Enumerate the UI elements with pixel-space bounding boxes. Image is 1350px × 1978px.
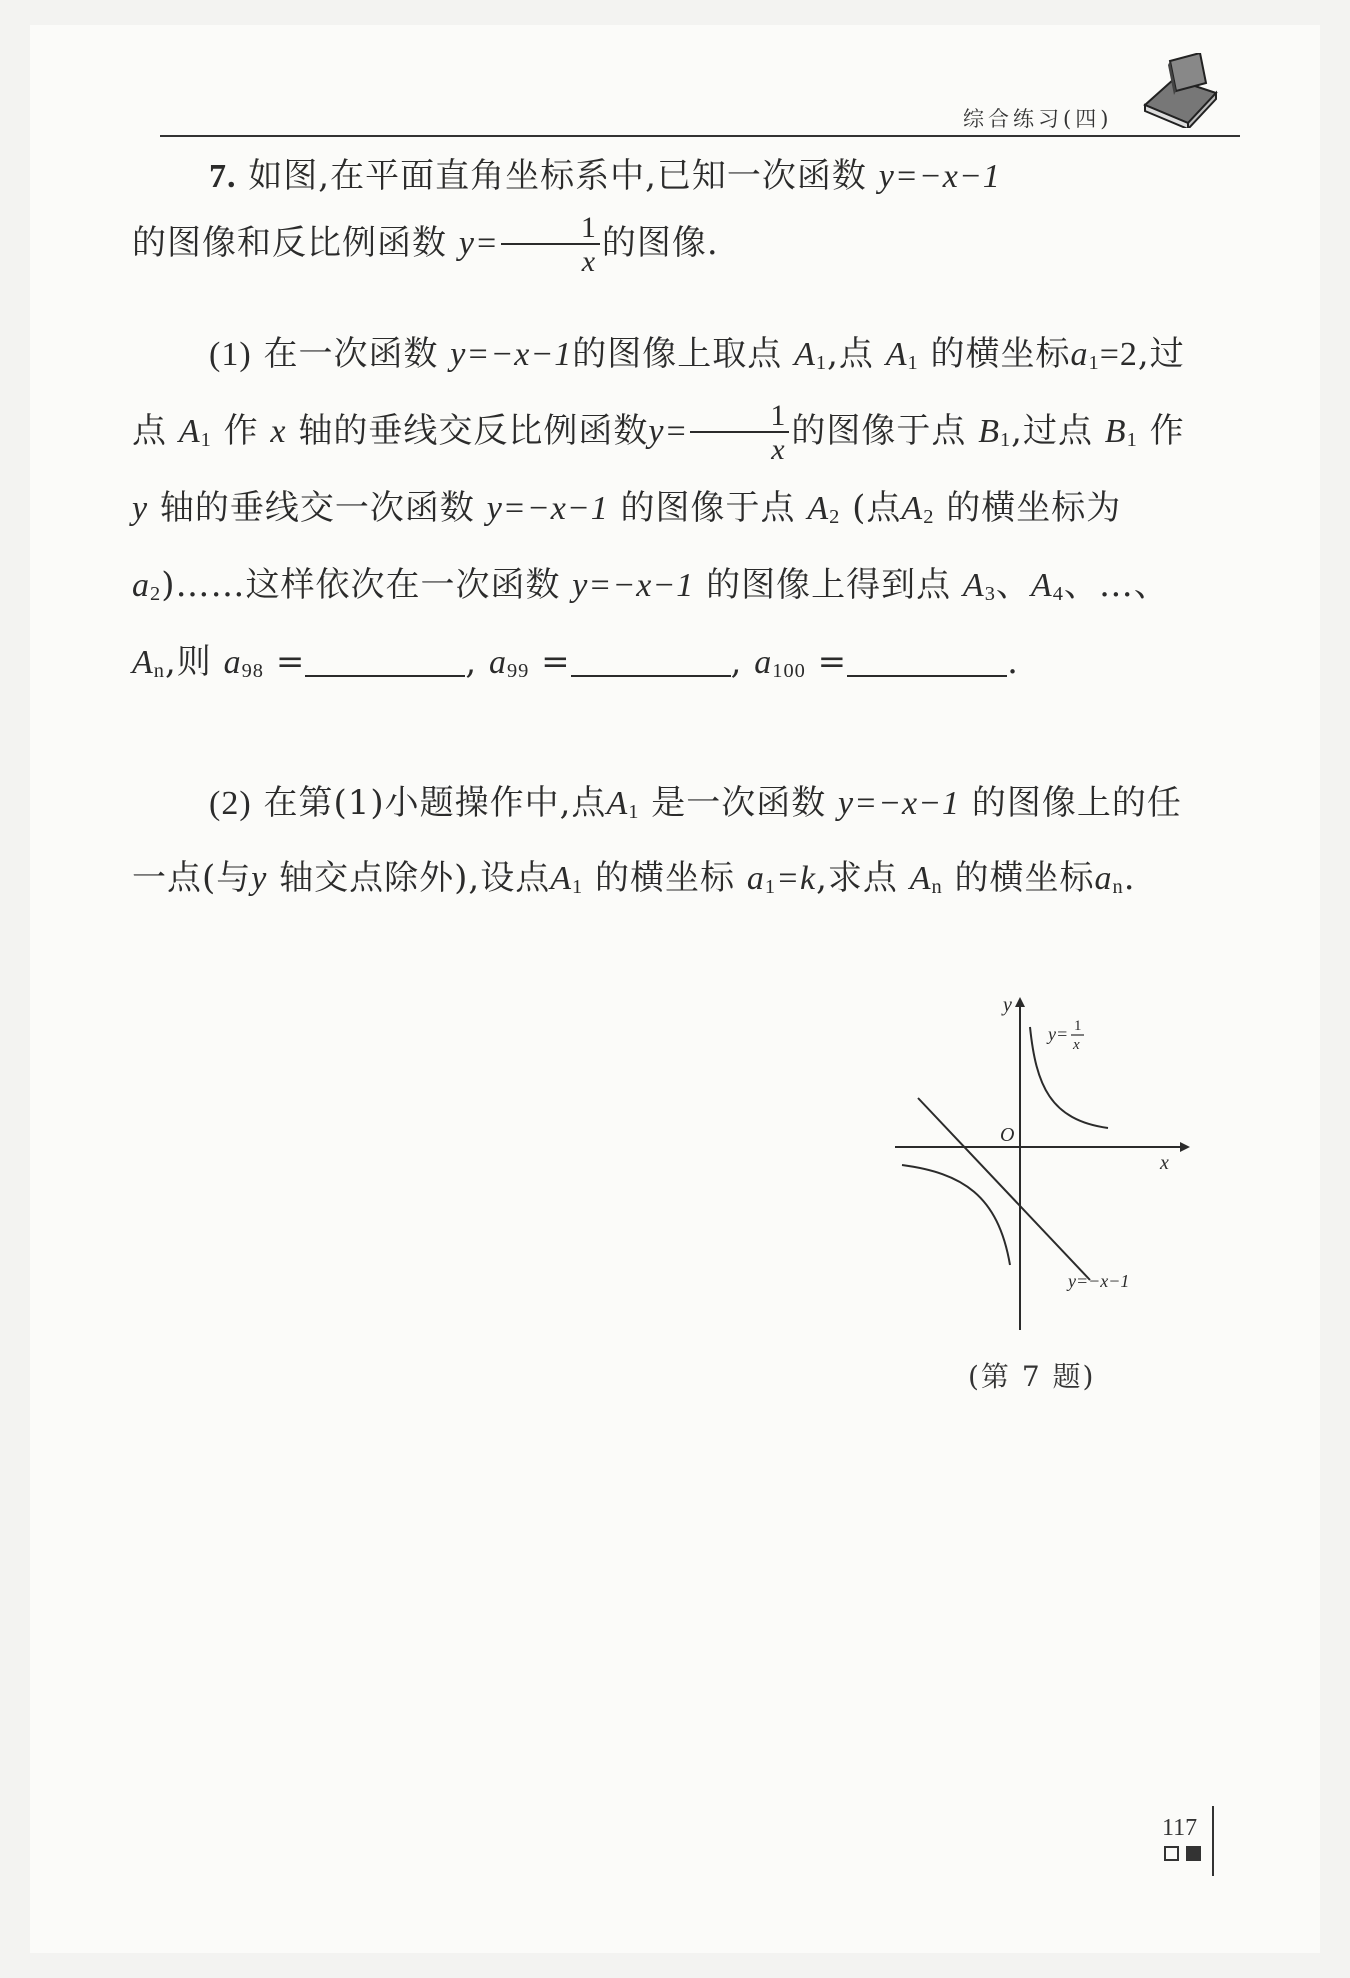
fraction-1-over-x: $\frac{1}{x}$ <box>501 213 600 277</box>
inverse-label-numerator: 1 <box>1074 1018 1082 1034</box>
page-number-rule <box>1212 1806 1214 1876</box>
inverse-function-label: y= <box>1048 1024 1069 1044</box>
part-1-text: (1) 在一次函数 y=−x−1的图像上取点 $A_1$,点 $A_1$ 的横坐标$a_1=2$,过点 $A_1$ 作 x 轴的垂线交反比例函数y= $\frac{1}{x}$ 的图像于点 $B_1$,过点 $B_1$ 作 y 轴的垂线交一次函数 y=−x−1 的图像于点 $A_2$ (点$A_2$ 的横坐标为 $a_2)\dots\dots$这样依次在一次函数 y=−x−1 的图像上得到点 $A_3$、$A_4$、…、$A_n$,则 $a_{98}$ = , $a_{99}$ = , $a_{100}$ = . <box>132 334 1185 682</box>
part-2-label: (2) <box>209 785 252 822</box>
empty-square-icon <box>1164 1846 1179 1861</box>
page-number: 117 <box>1162 1815 1198 1841</box>
running-header-title: 综合练习(四) <box>963 107 1113 131</box>
answer-blank-a98[interactable] <box>305 641 465 677</box>
answer-blank-a100[interactable] <box>847 641 1007 677</box>
function-graph <box>890 995 1190 1335</box>
figure-caption: (第 7 题) <box>968 1360 1096 1393</box>
linear-function-label: y=−x−1 <box>1068 1271 1130 1291</box>
graph-label-x: x <box>1160 1152 1169 1174</box>
graph-label-y: y <box>1003 995 1012 1016</box>
graph-label-origin: O <box>1000 1124 1015 1146</box>
inverse-branch-q3 <box>902 1165 1010 1265</box>
textbook-page <box>30 25 1320 1953</box>
header-rule <box>160 135 1240 137</box>
part-1-label: (1) <box>209 336 252 373</box>
problem-intro: 7. 如图,在平面直角坐标系中,已知一次函数 y=−x−1 的图像和反比例函数 y= $\frac{1}{x}$ 的图像. <box>132 156 1001 278</box>
filled-square-icon <box>1186 1846 1201 1861</box>
part-2-text: (2) 在第(1)小题操作中,点$A_1$ 是一次函数 y=−x−1 的图像上的任一点(与y 轴交点除外),设点$A_1$ 的横坐标 $a_1=k$,求点 $A_n$ 的横坐标$a_n$. <box>132 783 1182 898</box>
inverse-branch-q1 <box>1030 1027 1108 1128</box>
x-axis-arrow <box>1180 1142 1190 1152</box>
linear-equation: y=−x−1 <box>878 158 1001 195</box>
inverse-label-denominator: x <box>1073 1037 1080 1053</box>
y-axis-arrow <box>1015 997 1025 1007</box>
answer-blank-a99[interactable] <box>571 641 731 677</box>
problem-number: 7. <box>209 158 237 195</box>
book-icon <box>1140 53 1220 128</box>
